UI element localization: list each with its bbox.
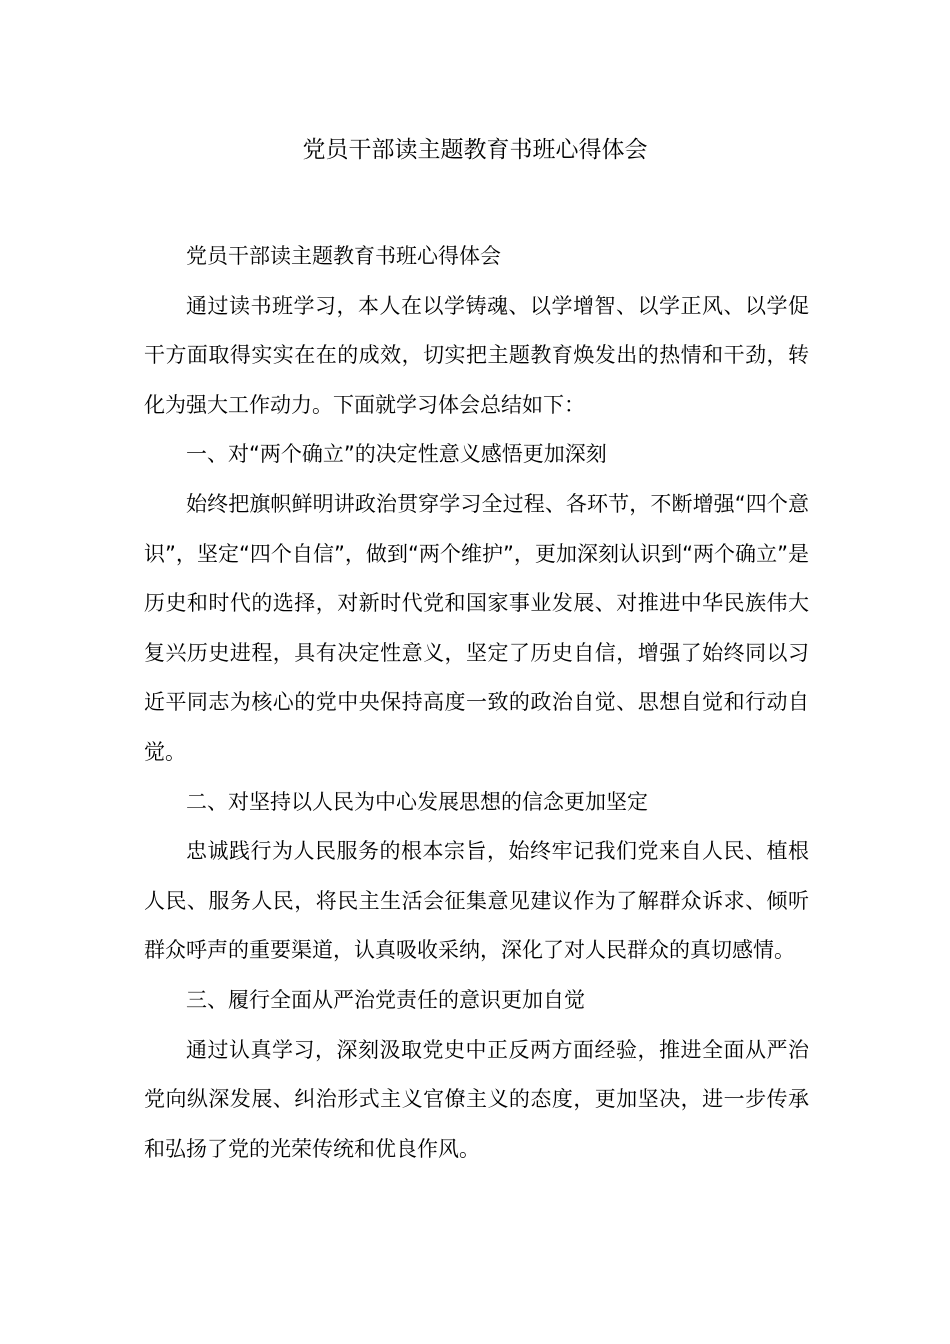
document-body — [144, 232, 809, 1174]
section-heading-3: 三、履行全面从严治党责任的意识更加自觉 — [186, 987, 585, 1012]
paragraph-section-3: 通过认真学习，深刻汲取党史中正反两方面经验，推进全面从严治党向纵深发展、纠治形式主义官僚主义的态度，更加坚决，进一步传承和弘扬了党的光荣传统和优良作风。 — [144, 1037, 809, 1161]
section-heading-1: 一、对“两个确立”的决定性意义感悟更加深刻 — [186, 442, 607, 467]
document-title: 党员干部读主题教育书班心得体会 — [302, 137, 648, 163]
paragraph-section-1: 始终把旗帜鲜明讲政治贯穿学习全过程、各环节，不断增强“四个意识”，坚定“四个自信”，做到“两个维护”，更加深刻认识到“两个确立”是历史和时代的选择，对新时代党和国家事业发展、对推进中华民族伟大复兴历史进程，具有决定性意义，坚定了历史自信，增强了始终同以习近平同志为核心的党中央保持高度一致的政治自觉、思想自觉和行动自觉。 — [144, 491, 809, 764]
paragraph-intro: 通过读书班学习，本人在以学铸魂、以学增智、以学正风、以学促干方面取得实实在在的成效，切实把主题教育焕发出的热情和干劲，转化为强大工作动力。下面就学习体会总结如下： — [144, 293, 809, 417]
section-heading-2: 二、对坚持以人民为中心发展思想的信念更加坚定 — [186, 789, 648, 814]
paragraph-subtitle: 党员干部读主题教育书班心得体会 — [186, 244, 501, 268]
paragraph-section-2: 忠诚践行为人民服务的根本宗旨，始终牢记我们党来自人民、植根人民、服务人民，将民主生活会征集意见建议作为了解群众诉求、倾听群众呼声的重要渠道，认真吸收采纳，深化了对人民群众的真切感情。 — [144, 839, 809, 963]
